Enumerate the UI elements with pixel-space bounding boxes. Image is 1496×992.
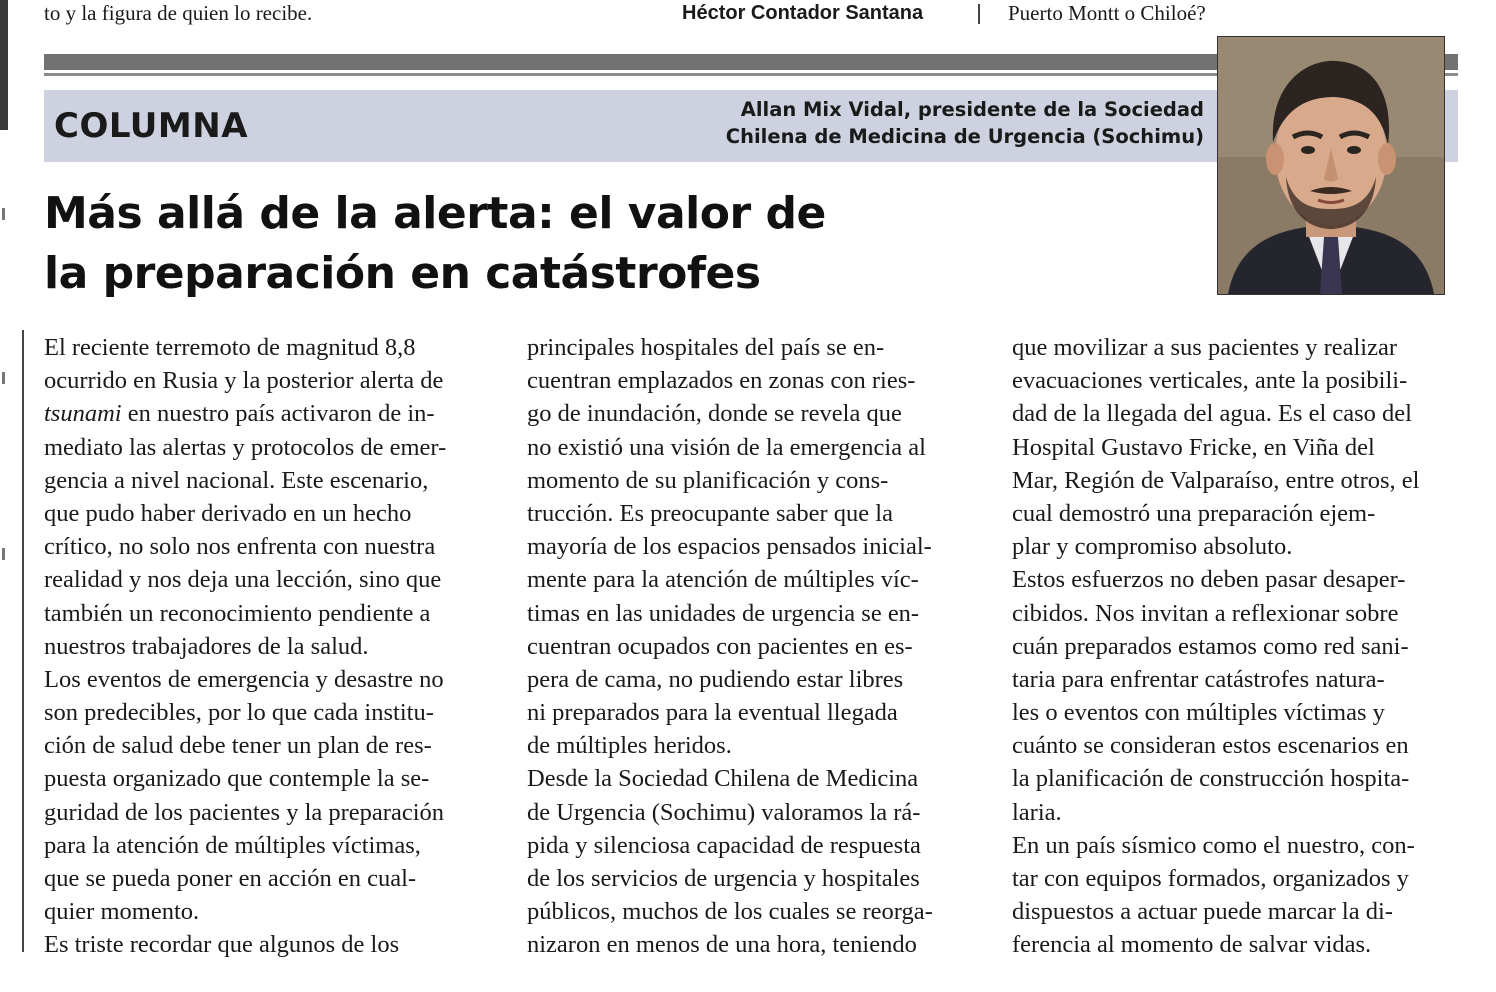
body-line: laria. [1012, 798, 1062, 826]
body-line: trucción. Es preocupante saber que la [527, 499, 893, 527]
body-line: principales hospitales del país se en- [527, 334, 885, 361]
body-line-text: en nuestro país activaron de in- [121, 400, 435, 428]
body-line: cuentran emplazados en zonas con ries- [527, 367, 916, 395]
byline-line: Allan Mix Vidal, presidente de la Sociedad [740, 98, 1204, 121]
margin-mark [2, 548, 5, 560]
body-line: ción de salud debe tener un plan de res- [44, 732, 432, 760]
headline-line: la preparación en catástrofes [44, 248, 761, 299]
previous-article-author: Héctor Contador Santana [682, 2, 924, 24]
body-line: de los servicios de urgencia y hospitales [527, 865, 920, 892]
body-line: mayoría de los espacios pensados inicial- [527, 533, 932, 561]
margin-mark [2, 372, 5, 384]
body-line: cuán preparados estamos como red sani- [1012, 632, 1409, 660]
body-line: Es triste recordar que algunos de los [44, 931, 400, 959]
author-photo [1217, 36, 1445, 295]
body-line: realidad y nos deja una lección, sino que [44, 566, 442, 594]
body-line: Los eventos de emergencia y desastre no [44, 665, 444, 693]
body-line: pida y silenciosa capacidad de respuesta [527, 831, 921, 859]
body-line: tar con equipos formados, organizados y [1012, 865, 1409, 892]
body-line: El reciente terremoto de magnitud 8,8 [44, 334, 416, 361]
byline-line: Chilena de Medicina de Urgencia (Sochimu) [725, 125, 1204, 148]
body-line: ferencia al momento de salvar vidas. [1012, 931, 1372, 959]
body-line: Estos esfuerzos no deben pasar desaper- [1012, 566, 1406, 594]
article-headline [44, 184, 1184, 304]
body-line: timas en las unidades de urgencia se en- [527, 599, 920, 627]
body-line: dispuestos a actuar puede marcar la di- [1012, 898, 1393, 926]
article-column-2 [527, 331, 982, 962]
body-line: de Urgencia (Sochimu) valoramos la rá- [527, 798, 921, 826]
page-margin-rule [22, 330, 24, 952]
body-line: momento de su planificación y cons- [527, 466, 889, 494]
article-column-1 [44, 331, 499, 962]
body-line: go de inundación, donde se revela que [527, 400, 902, 428]
body-line: nizaron en menos de una hora, teniendo [527, 931, 917, 959]
italic-term: tsunami [44, 400, 122, 428]
body-line: no existió una visión de la emergencia al [527, 433, 926, 461]
body-line: ni preparados para la eventual llegada [527, 699, 898, 727]
section-label: COLUMNA [54, 106, 249, 146]
body-line: plar y compromiso absoluto. [1012, 533, 1293, 561]
body-line: les o eventos con múltiples víctimas y [1012, 699, 1385, 727]
body-line: taria para enfrentar catástrofes natura- [1012, 665, 1385, 693]
body-line: para la atención de múltiples víctimas, [44, 831, 421, 859]
body-line: crítico, no solo nos enfrenta con nuestra [44, 533, 436, 561]
body-line: Desde la Sociedad Chilena de Medicina [527, 765, 919, 793]
body-line: Mar, Región de Valparaíso, entre otros, el [1012, 466, 1420, 494]
headline-line: Más allá de la alerta: el valor de [44, 188, 826, 239]
body-line: que se pueda poner en acción en cual- [44, 865, 417, 892]
body-line: la planificación de construcción hospita- [1012, 765, 1410, 793]
adjacent-article-text-fragment: Puerto Montt o Chiloé? [1008, 1, 1206, 25]
body-line: nuestros trabajadores de la salud. [44, 632, 369, 660]
author-separator [978, 4, 980, 24]
body-line: Hospital Gustavo Fricke, en Viña del [1012, 433, 1375, 461]
article-column-3 [1012, 331, 1467, 962]
body-line: públicos, muchos de los cuales se reorga- [527, 898, 933, 926]
previous-article-text-fragment: to y la figura de quien lo recibe. [44, 1, 313, 25]
body-line: En un país sísmico como el nuestro, con- [1012, 831, 1415, 859]
body-line: mente para la atención de múltiples víc- [527, 566, 919, 594]
body-line: guridad de los pacientes y la preparación [44, 798, 445, 826]
body-line: cibidos. Nos invitan a reflexionar sobre [1012, 599, 1399, 627]
body-line: cuentran ocupados con pacientes en es- [527, 632, 913, 660]
body-line: de múltiples heridos. [527, 732, 732, 760]
body-line: pera de cama, no pudiendo estar libres [527, 665, 904, 693]
body-line: que movilizar a sus pacientes y realizar [1012, 334, 1398, 361]
body-line: mediato las alertas y protocolos de emer- [44, 433, 447, 461]
body-line: son predecibles, por lo que cada institu- [44, 699, 434, 727]
margin-mark [2, 208, 5, 220]
body-line: evacuaciones verticales, ante la posibili- [1012, 367, 1408, 395]
body-line: puesta organizado que contemple la se- [44, 765, 430, 793]
author-portrait-illustration [1218, 37, 1444, 294]
body-line: ocurrido en Rusia y la posterior alerta de [44, 367, 444, 395]
body-line: cuánto se consideran estos escenarios en [1012, 732, 1409, 760]
body-line: que pudo haber derivado en un hecho [44, 499, 412, 527]
byline [684, 96, 1204, 150]
body-line: también un reconocimiento pendiente a [44, 599, 431, 627]
page-edge-shadow [0, 0, 8, 130]
body-line: dad de la llegada del agua. Es el caso del [1012, 400, 1412, 428]
body-line: cual demostró una preparación ejem- [1012, 499, 1376, 527]
body-line: gencia a nivel nacional. Este escenario, [44, 466, 429, 494]
body-line [44, 397, 499, 430]
body-line: quier momento. [44, 898, 200, 926]
